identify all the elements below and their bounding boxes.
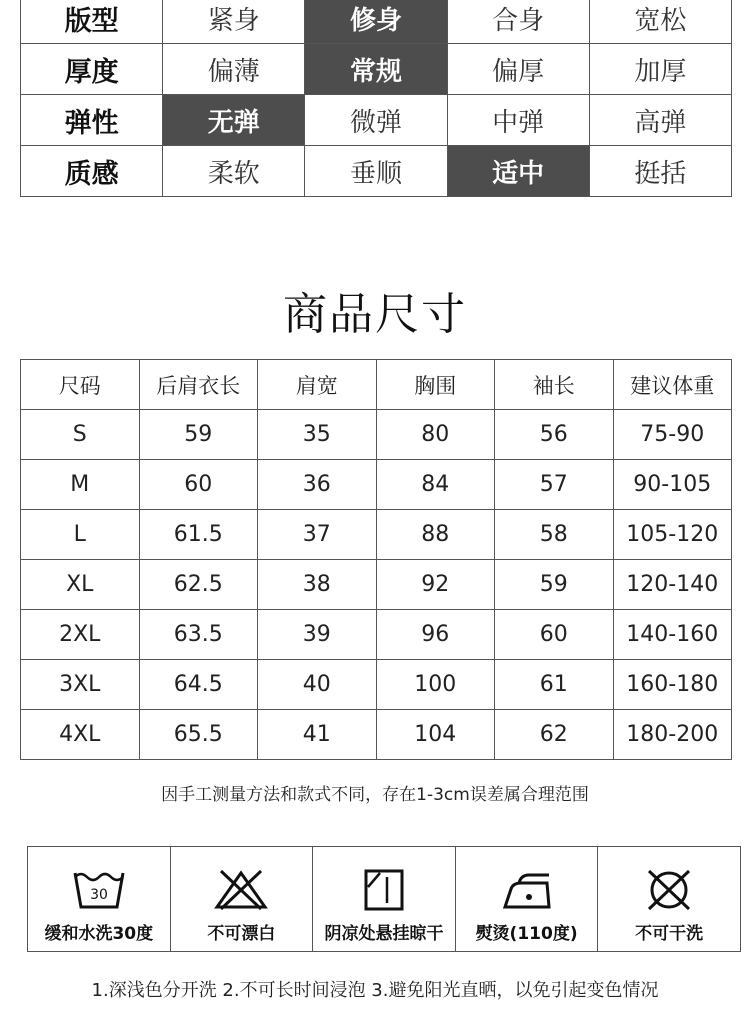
measurement-note: 因手工测量方法和款式不同，存在1-3cm误差属合理范围 [161,785,589,805]
table-cell: 180-200 [613,710,732,760]
svg-text:30: 30 [89,887,108,903]
table-row [21,410,732,460]
care-label-wash: 缓和水洗30度 [44,924,154,944]
table-row [21,660,732,710]
table-cell: 105-120 [613,510,732,560]
attribute-table [20,0,732,197]
table-cell: 2XL [21,610,140,660]
attribute-row [21,44,732,95]
attribute-label: 弹性 [21,95,163,146]
attribute-label: 版型 [21,0,163,44]
table-cell: 64.5 [139,660,258,710]
table-cell: 92 [376,560,495,610]
table-cell: 160-180 [613,660,732,710]
table-cell: 59 [139,410,258,460]
table-cell: 38 [258,560,377,610]
table-cell: 56 [495,410,614,460]
care-tips: 1.深浅色分开洗 2.不可长时间浸泡 3.避免阳光直晒，以免引起变色情况 [91,980,659,1001]
attribute-option: 偏薄 [163,44,305,95]
attribute-option: 高弹 [589,95,731,146]
table-cell: 59 [495,560,614,610]
attribute-option: 合身 [447,0,589,44]
attribute-option: 微弹 [305,95,447,146]
table-cell: 4XL [21,710,140,760]
attribute-option: 柔软 [163,146,305,197]
care-item-dry [313,847,456,951]
table-cell: 36 [258,460,377,510]
no-dry-clean-icon [641,867,697,913]
table-cell: 62.5 [139,560,258,610]
table-cell: 3XL [21,660,140,710]
care-item-iron [456,847,599,951]
table-cell: L [21,510,140,560]
care-label-dry-clean: 不可干洗 [635,924,704,944]
attribute-option-selected: 适中 [447,146,589,197]
table-cell: 88 [376,510,495,560]
table-cell: 65.5 [139,710,258,760]
care-label-dry: 阴凉处悬挂晾干 [324,924,444,944]
size-column-header: 建议体重 [613,360,732,410]
table-row [21,610,732,660]
table-cell: XL [21,560,140,610]
table-cell: M [21,460,140,510]
table-row [21,460,732,510]
wash-30-icon [71,867,127,913]
size-column-header: 后肩衣长 [139,360,258,410]
table-cell: 57 [495,460,614,510]
size-column-header: 尺码 [21,360,140,410]
table-cell: S [21,410,140,460]
table-row [21,710,732,760]
care-label-iron: 熨烫(110度) [475,924,578,944]
table-cell: 61 [495,660,614,710]
care-instructions [27,846,741,952]
no-bleach-icon [213,867,269,913]
table-cell: 37 [258,510,377,560]
attribute-option: 紧身 [163,0,305,44]
attribute-option: 中弹 [447,95,589,146]
attribute-option-selected: 常规 [305,44,447,95]
care-label-bleach: 不可漂白 [207,924,276,944]
table-cell: 39 [258,610,377,660]
attribute-option: 挺括 [589,146,731,197]
care-item-dry-clean [598,847,740,951]
table-cell: 60 [495,610,614,660]
attribute-label: 质感 [21,146,163,197]
attribute-option: 垂顺 [305,146,447,197]
table-cell: 96 [376,610,495,660]
table-cell: 62 [495,710,614,760]
table-cell: 84 [376,460,495,510]
table-cell: 140-160 [613,610,732,660]
table-cell: 41 [258,710,377,760]
attribute-option: 偏厚 [447,44,589,95]
table-cell: 40 [258,660,377,710]
table-cell: 60 [139,460,258,510]
attribute-row [21,0,732,44]
line-dry-shade-icon [356,867,412,913]
size-column-header: 胸围 [376,360,495,410]
attribute-option: 宽松 [589,0,731,44]
size-column-header: 肩宽 [258,360,377,410]
size-table [20,359,732,760]
table-cell: 90-105 [613,460,732,510]
table-cell: 104 [376,710,495,760]
table-row [21,560,732,610]
table-cell: 61.5 [139,510,258,560]
table-cell: 120-140 [613,560,732,610]
size-section-title: 商品尺寸 [283,289,467,340]
table-cell: 75-90 [613,410,732,460]
attribute-option-selected: 修身 [305,0,447,44]
attribute-label: 厚度 [21,44,163,95]
iron-icon [499,867,555,913]
care-item-bleach [171,847,314,951]
size-column-header: 袖长 [495,360,614,410]
table-cell: 63.5 [139,610,258,660]
table-row [21,510,732,560]
care-item-wash [28,847,171,951]
attribute-option-selected: 无弹 [163,95,305,146]
table-cell: 80 [376,410,495,460]
attribute-row [21,146,732,197]
attribute-option: 加厚 [589,44,731,95]
table-cell: 35 [258,410,377,460]
attribute-row [21,95,732,146]
table-cell: 58 [495,510,614,560]
table-cell: 100 [376,660,495,710]
